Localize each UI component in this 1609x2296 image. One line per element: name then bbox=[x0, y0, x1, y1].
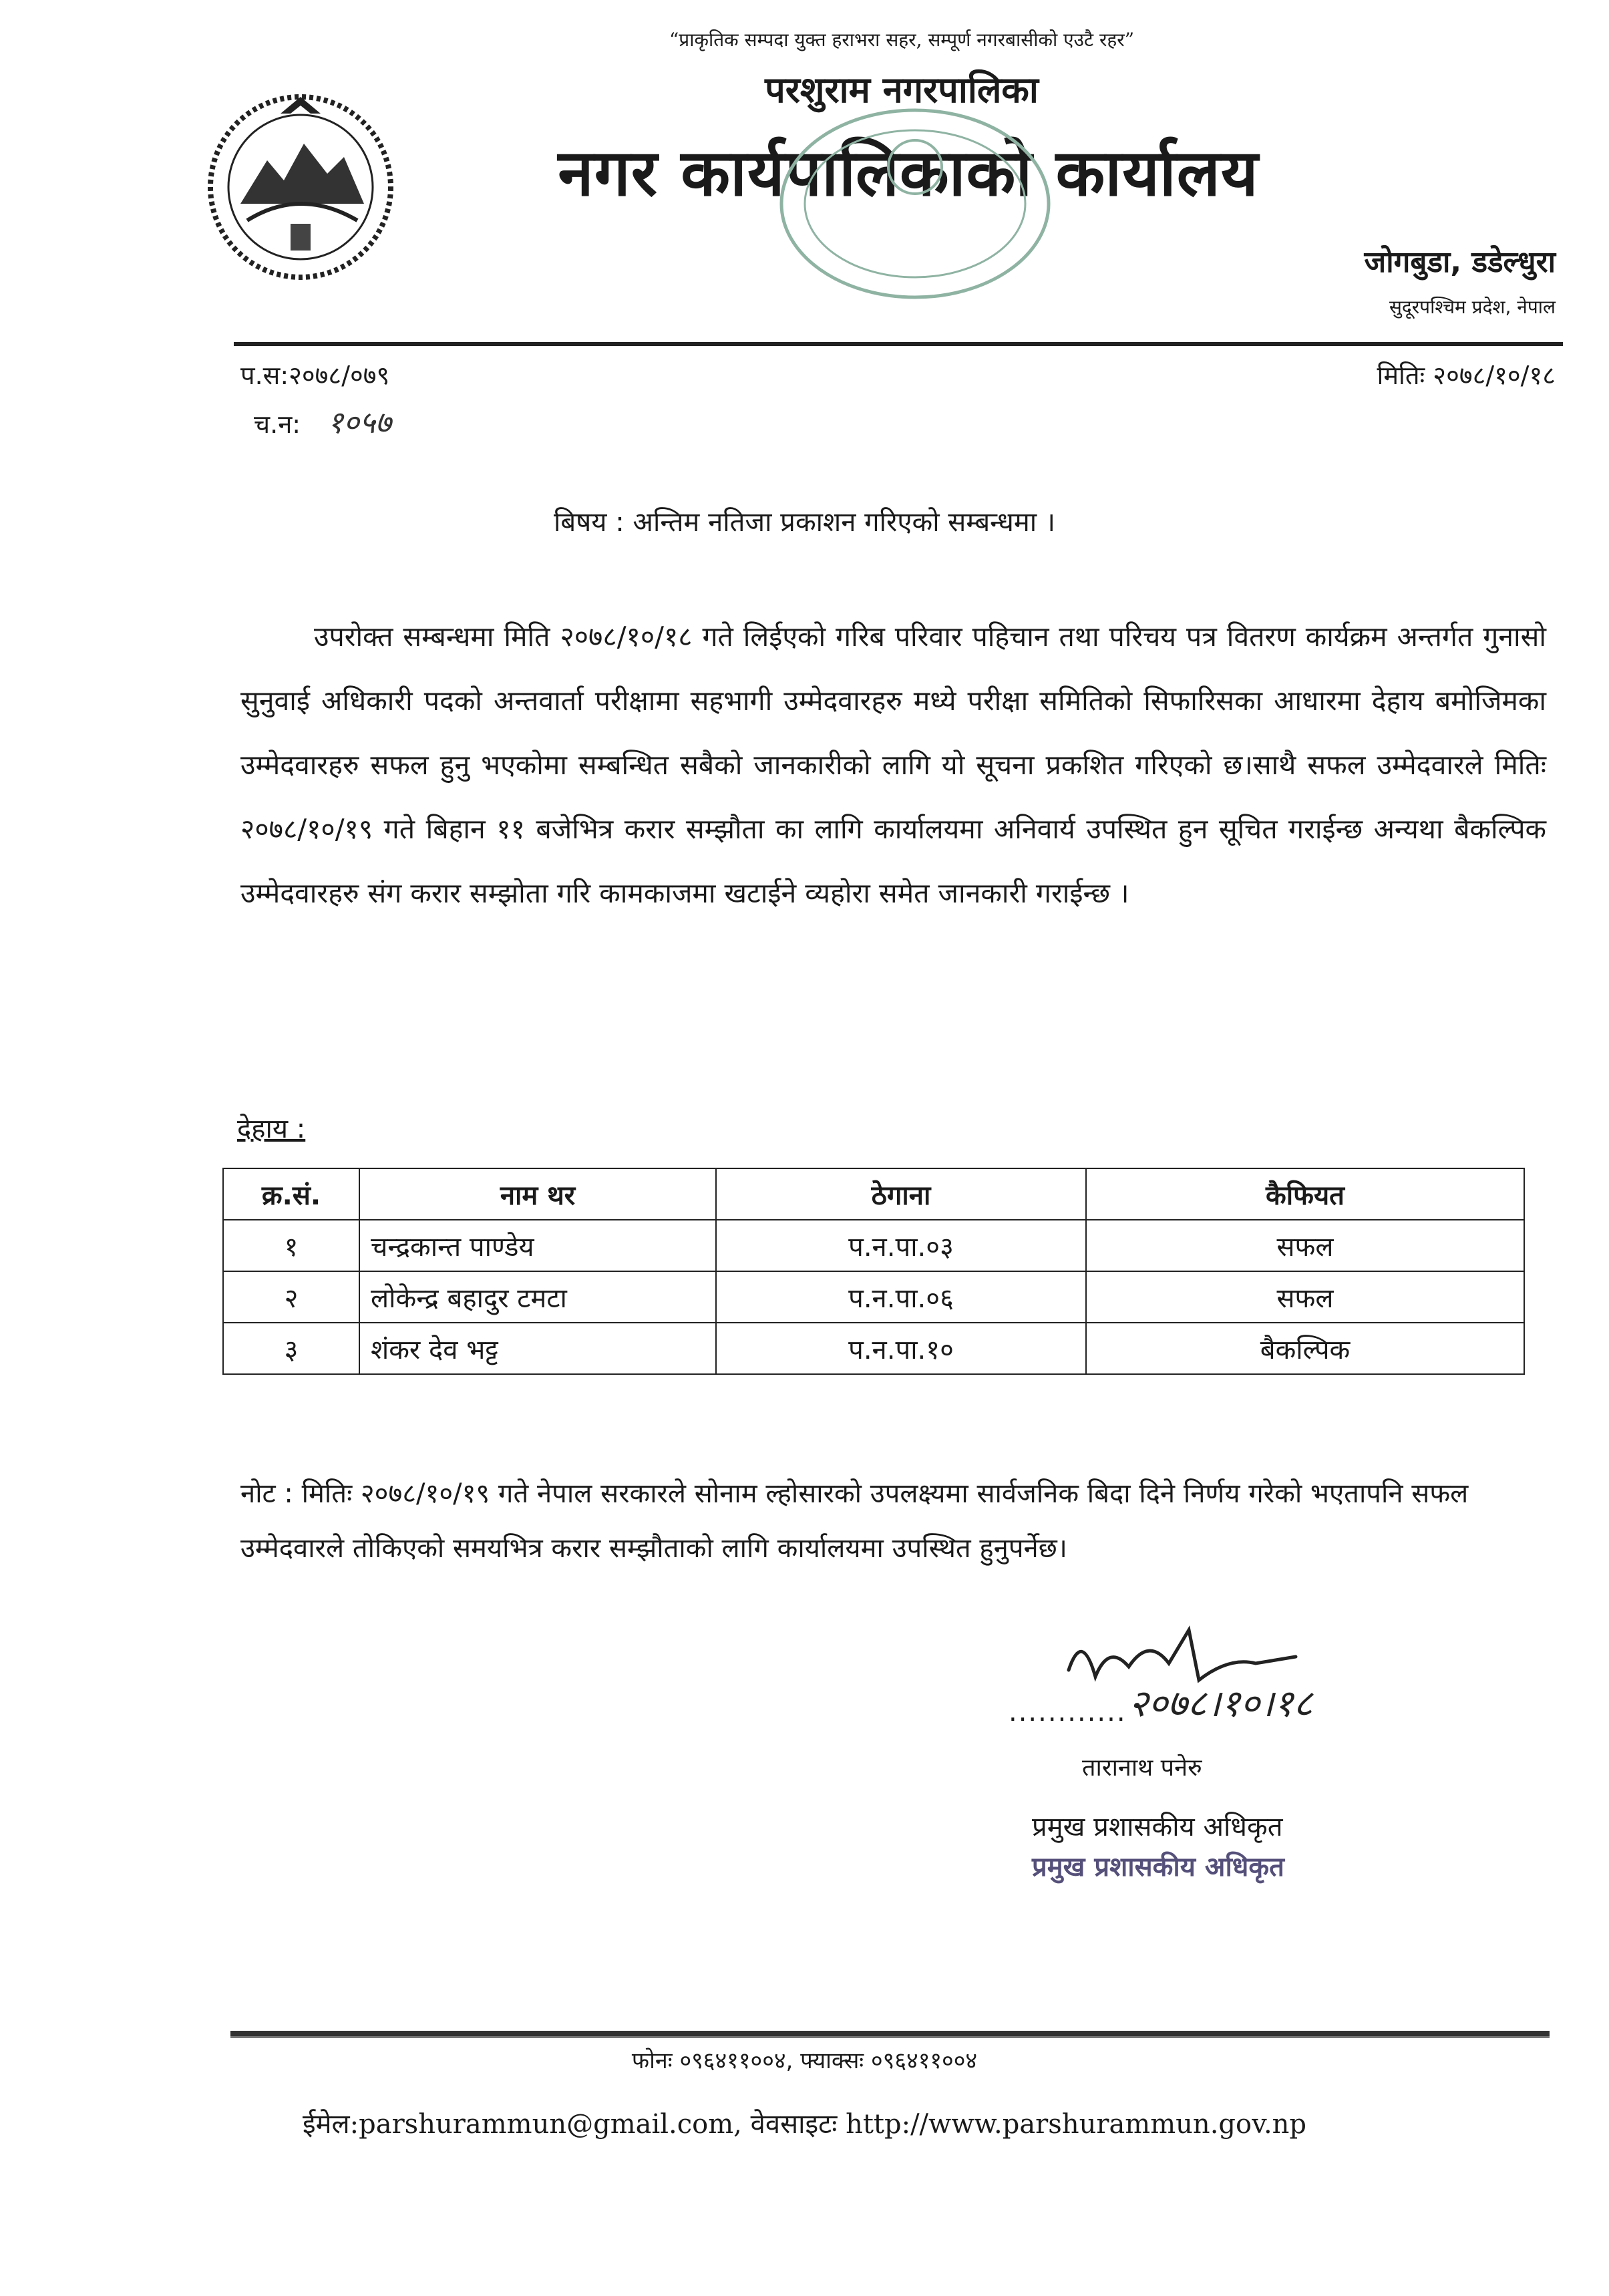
address-line-2: सुदूरपश्चिम प्रदेश, नेपाल bbox=[1389, 296, 1556, 318]
column-header-remark: कैफियत bbox=[1086, 1168, 1524, 1220]
table-header-row bbox=[223, 1168, 1524, 1220]
column-header-sn: क्र.सं. bbox=[223, 1168, 359, 1220]
body-paragraph: उपरोक्त सम्बन्धमा मिति २०७८/१०/१८ गते लिईएको गरिब परिवार पहिचान तथा परिचय पत्र वितरण कार्यक्रम अन्तर्गत गुनासो सुनुवाई अधिकारी पदको अन्तवार्ता परीक्षामा सहभागी उम्मेदवारहरु मध्ये परीक्षा समितिको सिफारिसका आधारमा देहाय बमोजिमका उम्मेदवारहरु सफल हुनु भएकोमा सम्बन्धित सबैको जानकारीको लागि यो सूचना प्रकशित गरिएको छ।साथै सफल उम्मेदवारले मितिः २०७८/१०/१९ गते बिहान ११ बजेभित्र करार सम्झौता का लागि कार्यालयमा अनिवार्य उपस्थित हुन सूचित गराईन्छ अन्यथा बैकल्पिक उम्मेदवारहरु संग करार सम्झोता गरि कामकाजमा खटाईने व्यहोरा समेत जानकारी गराईन्छ । bbox=[240, 621, 1546, 909]
footer-divider bbox=[230, 2031, 1550, 2038]
table-row bbox=[223, 1220, 1524, 1271]
note-paragraph: नोट : मितिः २०७८/१०/१९ गते नेपाल सरकारले सोनाम ल्होसारको उपलक्ष्यमा सार्वजनिक बिदा दिने निर्णय गरेको भएतापनि सफल उम्मेदवारले तोकिएको समयभित्र करार सम्झौताको लागि कार्यालयमा उपस्थित हुनुपर्नेछ। bbox=[240, 1478, 1469, 1564]
reference-number: प.स:२०७८/०७९ bbox=[240, 361, 390, 390]
column-header-name: नाम थर bbox=[359, 1168, 716, 1220]
office-title: नगर कार्यपालिकाको कार्यालय bbox=[558, 136, 1259, 210]
motto: “प्राकृतिक सम्पदा युक्त हराभरा सहर, सम्पूर्ण नगरबासीको एउटै रहर” bbox=[669, 29, 1135, 51]
cell-address: प.न.पा.०३ bbox=[716, 1220, 1086, 1271]
cell-address: प.न.पा.१० bbox=[716, 1323, 1086, 1374]
address-line-1: जोगबुडा, डडेल्धुरा bbox=[1364, 245, 1556, 279]
cell-name: चन्द्रकान्त पाण्डेय bbox=[359, 1220, 716, 1271]
subject-line: बिषय : अन्तिम नतिजा प्रकाशन गरिएको सम्बन्धमा । bbox=[553, 507, 1056, 538]
footer-web: ईमेल:parshurammun@gmail.com, वेवसाइटः http://www.parshurammun.gov.np bbox=[302, 2109, 1307, 2140]
cell-sn: १ bbox=[223, 1220, 359, 1271]
dispatch-label: च.न: bbox=[254, 409, 301, 439]
header-divider bbox=[234, 342, 1563, 346]
footer-contact: फोनः ०९६४११००४, फ्याक्सः ०९६४११००४ bbox=[631, 2047, 978, 2074]
signature-line: ............ bbox=[1009, 1697, 1127, 1728]
table-row bbox=[223, 1323, 1524, 1374]
signer-name: तारानाथ पनेरु bbox=[1082, 1754, 1202, 1782]
cell-remark: बैकल्पिक bbox=[1086, 1323, 1524, 1374]
cell-remark: सफल bbox=[1086, 1220, 1524, 1271]
signature-date: २०७८।१०।१८ bbox=[1129, 1682, 1313, 1726]
cell-address: प.न.पा.०६ bbox=[716, 1271, 1086, 1323]
cell-remark: सफल bbox=[1086, 1271, 1524, 1323]
table-row bbox=[223, 1271, 1524, 1323]
municipality-name: परशुराम नगरपालिका bbox=[765, 69, 1039, 111]
cell-sn: २ bbox=[223, 1271, 359, 1323]
designation-stamp: प्रमुख प्रशासकीय अधिकृत bbox=[1032, 1852, 1284, 1882]
signer-designation: प्रमुख प्रशासकीय अधिकृत bbox=[1032, 1812, 1283, 1842]
nepal-emblem-icon bbox=[200, 87, 401, 287]
letter-date: मितिः २०७८/१०/१८ bbox=[1377, 361, 1556, 390]
cell-sn: ३ bbox=[223, 1323, 359, 1374]
annex-label: देहाय : bbox=[237, 1114, 306, 1144]
dispatch-number: १०५७ bbox=[327, 404, 391, 440]
office-stamp-icon bbox=[768, 100, 1062, 307]
cell-name: शंकर देव भट्ट bbox=[359, 1323, 716, 1374]
cell-name: लोकेन्द्र बहादुर टमटा bbox=[359, 1271, 716, 1323]
column-header-address: ठेगाना bbox=[716, 1168, 1086, 1220]
results-table bbox=[222, 1168, 1525, 1375]
